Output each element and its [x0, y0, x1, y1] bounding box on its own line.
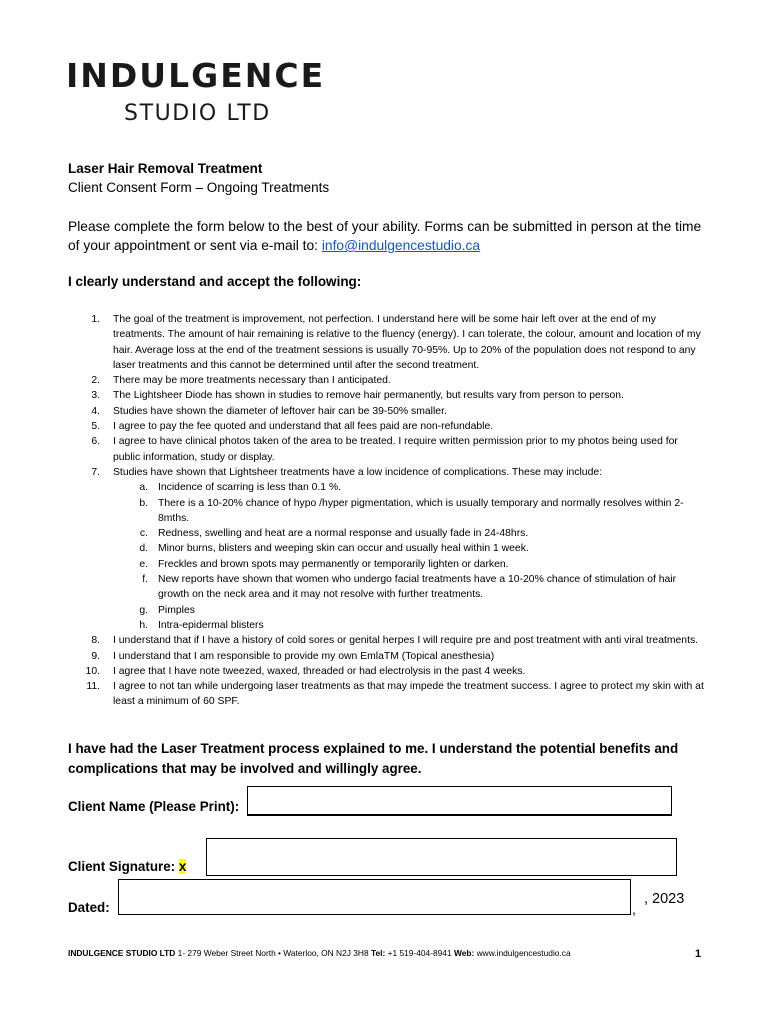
date-trailing-comma: , — [632, 901, 636, 917]
sub-list-item: h. Intra-epidermal blisters — [139, 619, 264, 631]
client-signature-field[interactable] — [206, 838, 677, 876]
signature-mark: x — [178, 859, 187, 874]
company-logo-line1: INDULGENCE — [66, 56, 326, 95]
page-number: 1 — [695, 948, 702, 960]
email-link[interactable]: info@indulgencestudio.ca — [321, 238, 481, 253]
client-name-underline — [247, 815, 672, 816]
list-item: 11. I agree to not tan while undergoing laser treatments as that may impede the treatment success. I agree to protect my skin with at least a minimum of 60 SPF. — [86, 681, 704, 708]
company-logo-line2: STUDIO LTD — [124, 101, 271, 126]
form-subtitle: Client Consent Form – Ongoing Treatments — [68, 180, 330, 195]
date-field[interactable] — [118, 879, 631, 915]
intro-text: Please complete the form below to the best of your ability. Forms can be submitted in person at the time of your appointment or sent via e-mail to: — [68, 219, 702, 253]
intro-paragraph — [68, 217, 708, 255]
sub-list-item: c. Redness, swelling and heat are a normal response and usually fade in 24-48hrs. — [139, 528, 529, 540]
footer-web-label: Web: — [453, 948, 475, 958]
declaration-statement: I have had the Laser Treatment process explained to me. I understand the potential benefits and complications that may be involved and willingly agree. — [68, 741, 679, 776]
list-item: 3. The Lightsheer Diode has shown in studies to remove hair permanently, but results vary from person to person. — [91, 390, 624, 402]
list-item: 2. There may be more treatments necessary than I anticipated. — [91, 375, 391, 387]
consent-list — [0, 312, 770, 710]
list-item: 9. I understand that I am responsible to provide my own EmlaTM (Topical anesthesia) — [91, 650, 495, 662]
sub-list-item: g. Pimples — [139, 604, 195, 616]
dated-label: Dated: — [68, 900, 110, 915]
footer-address: 1- 279 Weber Street North • Waterloo, ON N2J 3H8 — [175, 948, 371, 958]
section-heading: I clearly understand and accept the following: — [68, 274, 362, 289]
sub-list-item: f. New reports have shown that women who undergo facial treatments have a 10-20% chance of stimulation of hair growth on the neck area and it may not resolve with further treatments. — [142, 574, 677, 601]
footer-company: INDULGENCE STUDIO LTD — [68, 948, 176, 958]
list-item: 4. Studies have shown the diameter of leftover hair can be 39-50% smaller. — [91, 405, 447, 417]
list-item: 8. I understand that if I have a history of cold sores or genital herpes I will require pre and post treatment with anti viral treatments. — [91, 635, 699, 647]
list-item: 1. The goal of the treatment is improvement, not perfection. I understand here will be some hair left over at the end of my treatments. The amount of hair remaining is relative to the fluency (energy). I can tolerate, the colour, amount and location of my hair. Average loss at the end of the treatment sessions is usually 70-95%. Up to 20% of the population does not respond to any laser treatments and this cannot be determined until after the second treatment. — [91, 314, 701, 371]
sub-list-item: a. Incidence of scarring is less than 0.1 %. — [139, 482, 342, 494]
page-footer — [68, 948, 571, 958]
sub-list-item: e. Freckles and brown spots may permanently or temporarily lighten or darken. — [139, 558, 509, 570]
client-signature-label: Client Signature: x — [68, 859, 187, 874]
sub-list-item: b. There is a 10-20% chance of hypo /hyper pigmentation, which is usually temporary and normally resolves within 2-8mths. — [139, 497, 684, 524]
sub-list-item: d. Minor burns, blisters and weeping skin can occur and usually heal within 1 week. — [139, 543, 529, 555]
client-name-field[interactable] — [247, 786, 672, 815]
date-year: , 2023 — [644, 891, 685, 907]
list-item: 6. I agree to have clinical photos taken of the area to be treated. I require written permission prior to my photos being used for public information, study or display. — [91, 436, 678, 463]
list-item: 7. Studies have shown that Lightsheer treatments have a low incidence of complications. These may include: — [91, 466, 603, 478]
client-name-label: Client Name (Please Print): — [68, 799, 240, 814]
footer-web: www.indulgencestudio.ca — [474, 948, 571, 958]
list-item: 5. I agree to pay the fee quoted and understand that all fees paid are non-refundable. — [91, 421, 494, 433]
list-item: 10. I agree that I have note tweezed, waxed, threaded or had electrolysis in the past 4 weeks. — [85, 665, 526, 677]
form-title: Laser Hair Removal Treatment — [68, 161, 263, 176]
footer-tel: +1 519-404-8941 — [385, 948, 454, 958]
footer-tel-label: Tel: — [370, 948, 386, 958]
